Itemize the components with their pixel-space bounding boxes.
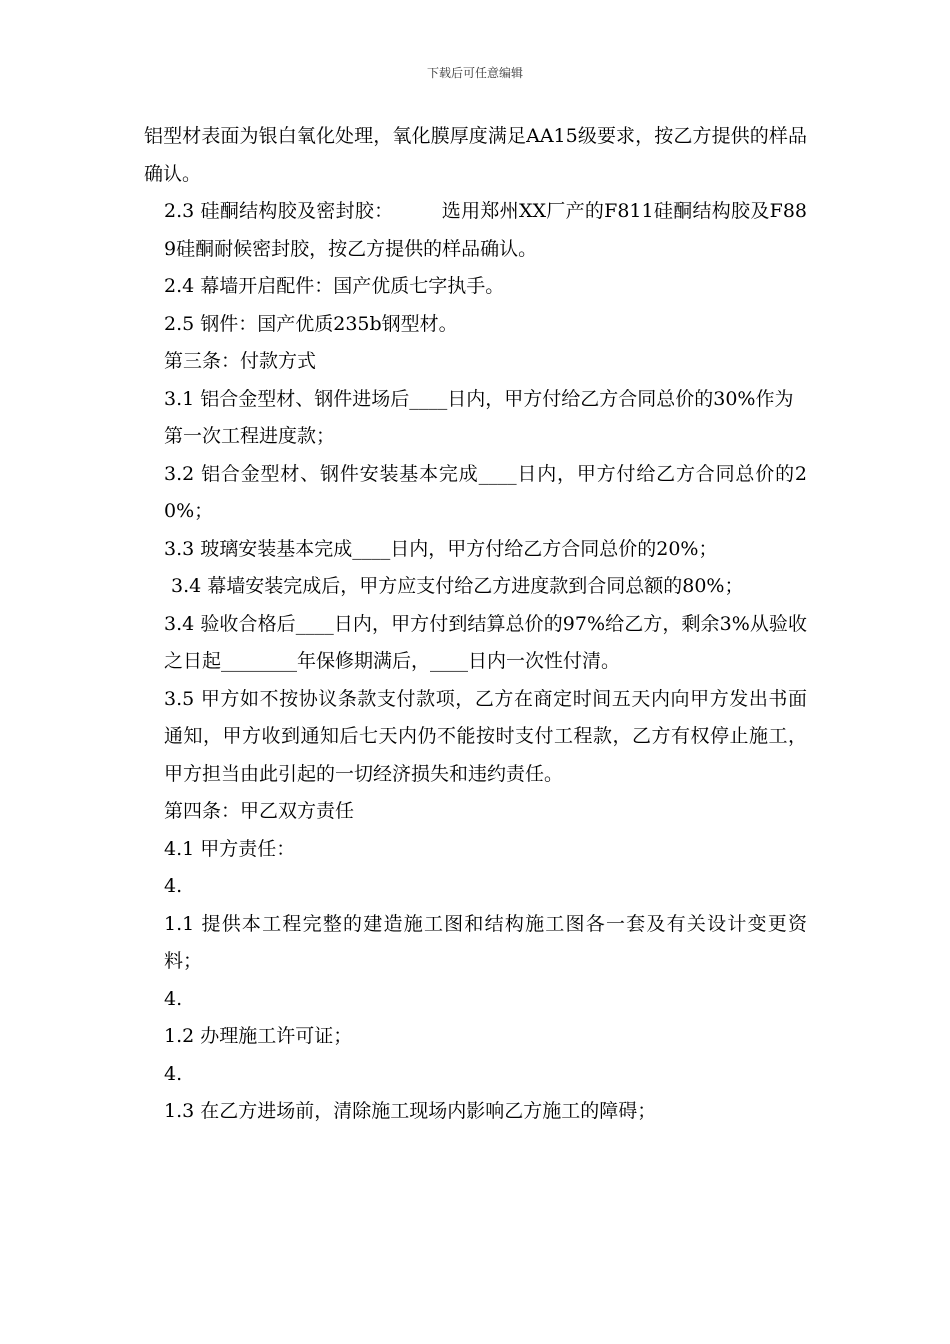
page-header-note: 下载后可任意编辑 xyxy=(426,66,523,80)
paragraph-3-1-continued: 第一次工程进度款； xyxy=(164,425,336,447)
paragraph-1-1: 1.1 提供本工程完整的建造施工图和结构施工图各一套及有关设计变更资料； xyxy=(164,912,807,972)
paragraph-3-5: 3.5 甲方如不按协议条款支付款项，乙方在商定时间五天内向甲方发出书面通知，甲方收到通知后七天内仍不能按时支付工程款，乙方有权停止施工，甲方担当由此引起的一切经济损失和违约责任。 xyxy=(164,687,807,785)
paragraph-number-prefix: 4. xyxy=(164,987,183,1010)
paragraph-number-prefix: 4. xyxy=(164,875,183,897)
paragraph-number-prefix: 4. xyxy=(164,1062,183,1085)
paragraph-3-1: 3.1 铝合金型材、钢件进场后____日内，甲方付给乙方合同总价的30%作为 xyxy=(164,387,794,410)
paragraph-3-4-installation: 3.4 幕墙安装完成后，甲方应支付给乙方进度款到合同总额的80%； xyxy=(171,575,744,597)
paragraph-1-2: 1.2 办理施工许可证； xyxy=(164,1025,353,1047)
paragraph-2-3: 2.3 硅酮结构胶及密封胶： 选用郑州XX厂产的F811硅酮结构胶及F889硅酮耐候密封胶，按乙方提供的样品确认。 xyxy=(164,200,807,260)
paragraph-3-4-acceptance: 3.4 验收合格后____日内，甲方付到结算总价的97%给乙方，剩余3%从验收之日起________年保修期满后，____日内一次性付清。 xyxy=(164,612,807,672)
section-heading-article-3: 第三条：付款方式 xyxy=(164,350,317,372)
paragraph-1-3: 1.3 在乙方进场前，清除施工现场内影响乙方施工的障碍； xyxy=(164,1100,657,1122)
section-heading-article-4: 第四条：甲乙双方责任 xyxy=(164,800,355,822)
document-body xyxy=(144,118,807,1131)
paragraph-4-1: 4.1 甲方责任： xyxy=(164,837,296,860)
paragraph-material-finish: 铝型材表面为银白氧化处理，氧化膜厚度满足AA15级要求，按乙方提供的样品确认。 xyxy=(144,125,807,185)
paragraph-3-3: 3.3 玻璃安装基本完成____日内，甲方付给乙方合同总价的20%； xyxy=(164,537,718,560)
paragraph-2-4: 2.4 幕墙开启配件：国产优质七字执手。 xyxy=(164,275,505,297)
paragraph-3-2: 3.2 铝合金型材、钢件安装基本完成____日内，甲方付给乙方合同总价的20%； xyxy=(164,462,807,522)
paragraph-2-5: 2.5 钢件：国产优质235b钢型材。 xyxy=(164,312,458,335)
